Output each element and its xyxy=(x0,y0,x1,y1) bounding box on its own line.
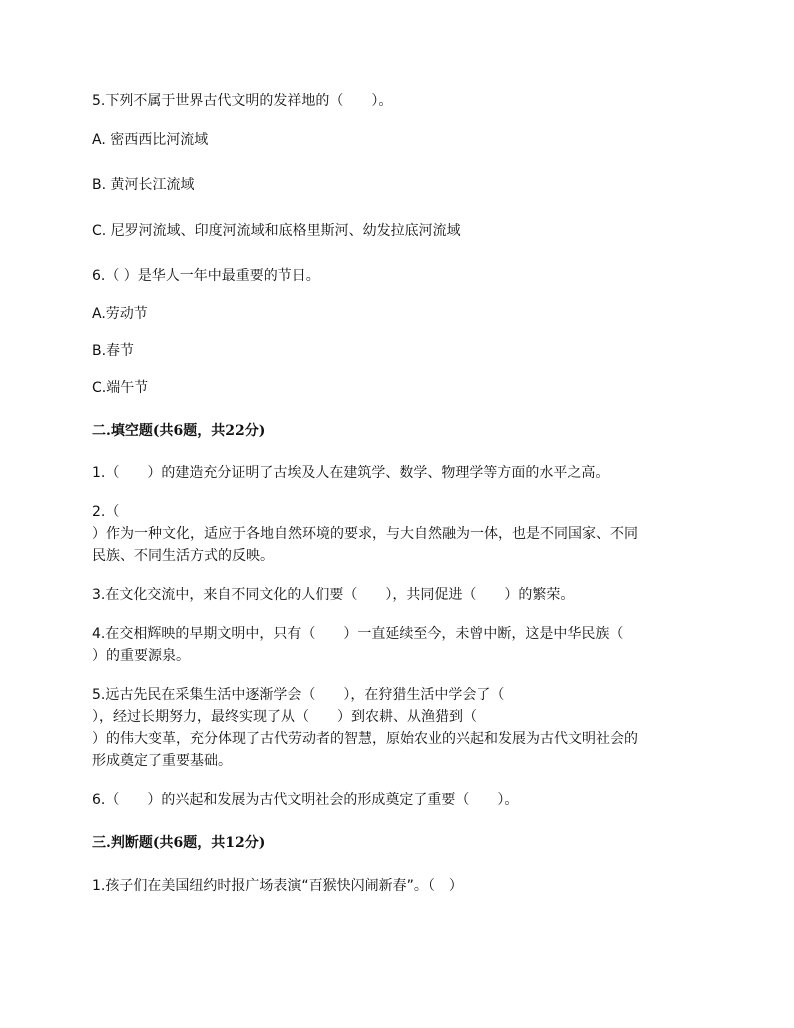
fill-blank-line: 4.在交相辉映的早期文明中，只有（ ）一直延续至今，未曾中断，这是中华民族（ xyxy=(92,626,624,642)
fill-blank-line: ）的伟大变革，充分体现了古代劳动者的智慧，原始农业的兴起和发展为古代文明社会的 xyxy=(92,731,638,747)
question-6-stem: 6.（ ）是华人一年中最重要的节日。 xyxy=(92,268,320,284)
fill-blank-line: ）的重要源泉。 xyxy=(92,648,190,664)
fill-blank-line: 民族、不同生活方式的反映。 xyxy=(92,548,274,564)
fill-blank-line: ）作为一种文化，适应于各地自然环境的要求，与大自然融为一体，也是不同国家、不同 xyxy=(92,526,638,542)
fill-blank-line: 1.（ ）的建造充分证明了古埃及人在建筑学、数学、物理学等方面的水平之高。 xyxy=(92,465,610,481)
section-3-heading: 三.判断题(共6题，共12分) xyxy=(92,835,266,851)
question-5-option-b: B. 黄河长江流域 xyxy=(92,177,195,193)
fill-blank-line: 3.在文化交流中，来自不同文化的人们要（ ），共同促进（ ）的繁荣。 xyxy=(92,587,575,603)
fill-blank-line: 5.远古先民在采集生活中逐渐学会（ ），在狩猎生活中学会了（ xyxy=(92,687,505,703)
question-6-option-b: B.春节 xyxy=(92,343,135,359)
fill-blank-line: ），经过长期努力，最终实现了从（ ）到农耕、从渔猎到（ xyxy=(92,709,477,725)
question-6-option-c: C.端午节 xyxy=(92,380,149,396)
question-5-option-a: A. 密西西比河流域 xyxy=(92,132,209,148)
fill-blank-line: 6.（ ）的兴起和发展为古代文明社会的形成奠定了重要（ ）。 xyxy=(92,792,519,808)
fill-blank-line: 2.（ xyxy=(92,504,120,520)
fill-blank-line: 形成奠定了重要基础。 xyxy=(92,753,232,769)
question-5-stem: 5.下列不属于世界古代文明的发祥地的（ ）。 xyxy=(92,93,393,109)
question-5-option-c: C. 尼罗河流域、印度河流域和底格里斯河、幼发拉底河流域 xyxy=(92,223,461,239)
true-false-line: 1.孩子们在美国纽约时报广场表演“百猴快闪闹新春”。（ ） xyxy=(92,878,463,894)
section-2-heading: 二.填空题(共6题，共22分) xyxy=(92,423,266,439)
question-6-option-a: A.劳动节 xyxy=(92,306,148,322)
